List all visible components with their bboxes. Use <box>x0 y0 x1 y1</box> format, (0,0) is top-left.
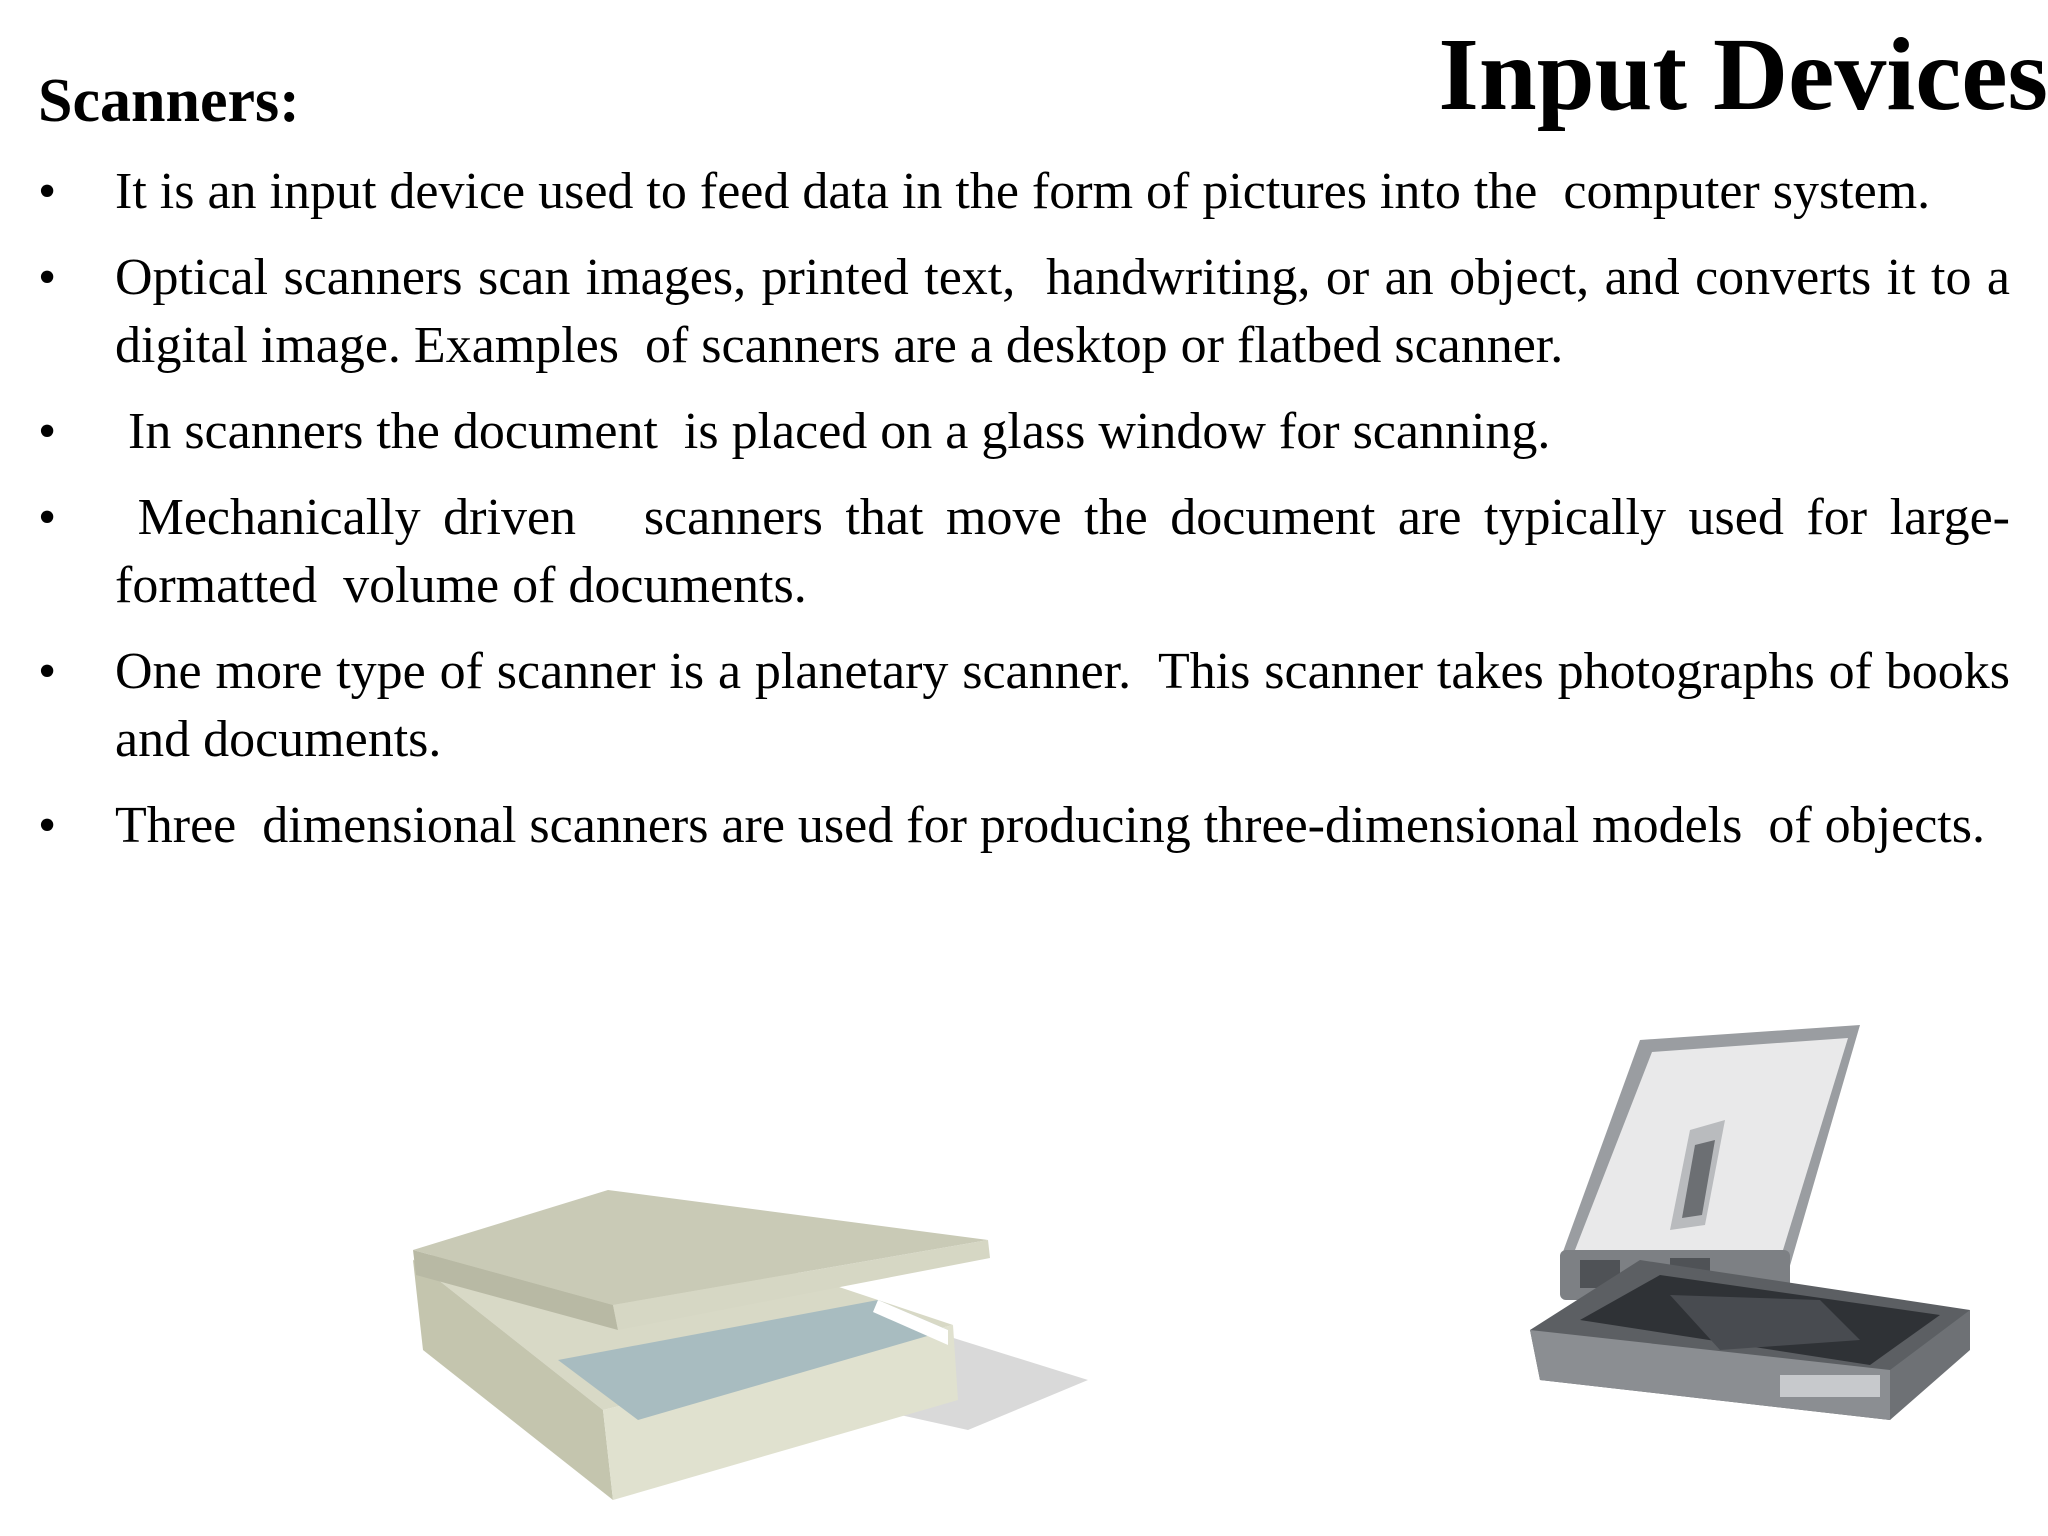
section-heading: Scanners: <box>38 67 300 135</box>
bullet-marker: • <box>38 249 57 306</box>
bullet-item <box>38 158 2010 226</box>
bullet-item <box>38 792 2010 860</box>
bullet-text: Mechanically driven scanners that move the document are typically used for large-formatted volume of documents. <box>115 489 2010 614</box>
bullet-text: Three dimensional scanners are used for producing three-dimensional models of objects. <box>115 797 1985 854</box>
bullet-item <box>38 638 2023 774</box>
bullet-list <box>38 158 2023 878</box>
bullet-item <box>38 244 2023 380</box>
bullet-text: Optical scanners scan images, printed text, handwriting, or an object, and converts it to a digital image. Examples of scanners are a desktop or flatbed scanner. <box>115 249 2023 374</box>
bullet-marker: • <box>38 163 57 220</box>
bullet-marker: • <box>38 797 57 854</box>
flatbed-scanner-image <box>408 1180 1098 1520</box>
bullet-text: In scanners the document is placed on a glass window for scanning. <box>115 403 1551 460</box>
bullet-text: It is an input device used to feed data in the form of pictures into the computer system. <box>115 163 1931 220</box>
bullet-marker: • <box>38 489 57 546</box>
bullet-marker: • <box>38 643 57 700</box>
bullet-item <box>38 484 2010 620</box>
bullet-item <box>38 398 2010 466</box>
bullet-marker: • <box>38 403 57 460</box>
open-lid-scanner-image <box>1520 1010 1980 1430</box>
bullet-text: One more type of scanner is a planetary scanner. This scanner takes photographs of books and documents. <box>115 643 2023 768</box>
slide-title: Input Devices <box>1438 17 2048 132</box>
